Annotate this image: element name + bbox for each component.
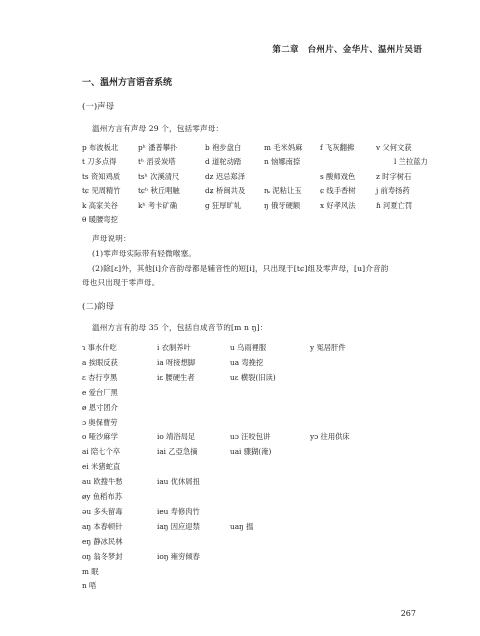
final-cell: uai 骤猢(淹) (230, 447, 272, 457)
initial-cell: tʰ 滔妥炭塔 (138, 157, 176, 167)
final-cell: a 挨眼反获 (82, 357, 118, 367)
final-cell: u 乌雨裡服 (230, 343, 267, 352)
final-cell: ɛ 杏行亨黑 (82, 372, 118, 382)
initial-cell: m 毛米妈麻 (264, 143, 303, 152)
initial-cell: b 袍步盘白 (205, 143, 242, 152)
initial-cell: s 酸师戏色 (320, 171, 356, 181)
initial-cell: θ 暖腰弯挖 (82, 215, 118, 224)
initial-cell: t 刀多点得 (82, 157, 117, 167)
final-cell: yɔ 往用供床 (310, 432, 350, 442)
initials-intro: 温州方言有声母 29 个，包括零声母： (92, 124, 224, 133)
initial-cell: p 布波板北 (82, 143, 119, 152)
chapter-header: 第二章 台州片、金华片、温州片吴语 (272, 45, 422, 55)
initial-cell: k 高家关谷 (82, 200, 118, 210)
final-cell: ua 弯挽挖 (230, 357, 264, 367)
initial-cell: g 狂厚旷轧 (205, 200, 242, 210)
initial-cell: ŋ 俄牙硬额 (264, 200, 301, 210)
initial-cell: dz 迟忌郑泽 (205, 171, 246, 181)
initial-cell: ȵ 泥粘让玉 (264, 186, 302, 196)
initial-cell: ɦ 河夏亡罚 (376, 200, 413, 210)
final-cell: iai 乙亞急摘 (157, 447, 198, 457)
final-cell: əu 多头留毒 (82, 506, 123, 516)
initial-cell: tɕʰ 秋丘唱触 (138, 186, 180, 196)
final-cell: ioŋ 雍穷倾春 (157, 551, 200, 561)
final-cell: iɛ 腰硬生者 (157, 372, 195, 382)
initial-cell: dʑ 桥闽共及 (205, 186, 246, 196)
final-cell: n 唔 (82, 581, 97, 591)
final-cell: ø 恩寸团介 (82, 402, 118, 412)
initial-cell: tsʰ 次溪清尺 (138, 171, 180, 181)
final-cell: uɛ 横裂(旧读) (230, 372, 276, 382)
page-number: 267 (400, 609, 416, 618)
final-cell: uaŋ 揾 (230, 521, 254, 531)
initials-heading: (一)声母 (82, 102, 115, 112)
initial-cell: pʰ 潘普攀扑 (138, 143, 178, 152)
final-cell: uɔ 汪咬包讲 (230, 432, 271, 442)
final-cell: m 眠 (82, 566, 99, 576)
final-cell: io 靖浴局足 (157, 432, 196, 442)
finals-intro: 温州方言有韵母 35 个，包括自成音节的[m n ŋ]： (92, 323, 268, 332)
final-cell: iaŋ 因应迎禁 (157, 521, 200, 531)
initial-cell: j 前寿扬药 (376, 186, 410, 196)
initial-cell: n 恼娜南捺 (264, 157, 301, 167)
initials-notes-title: 声母说明： (92, 234, 131, 243)
final-cell: ia 呀接想脚 (157, 357, 196, 367)
section-title: 一、温州方言语音系统 (82, 78, 173, 88)
final-cell: ɿ 事水什吃 (82, 343, 117, 352)
final-cell: e 爱台厂黑 (82, 387, 118, 397)
initial-cell: f 飞灰翻拂 (320, 143, 355, 152)
final-cell: ɔ 奥保曹劳 (82, 417, 118, 427)
initial-cell: kʰ 考卡矿确 (138, 200, 178, 210)
final-cell: eŋ 静冰民林 (82, 536, 123, 546)
initials-note: (2)除[ɛ]外，其他[i]介音韵母都是辅音性的短[i]，只出现于[tɕ]组及零声母，[u]介音韵 (92, 264, 389, 273)
final-cell: øy 鱼稻布苏 (82, 492, 123, 501)
final-cell: i 衣制养叶 (157, 343, 191, 352)
initials-note: 母也只出现于零声母。 (82, 278, 160, 287)
final-cell: ei 米猪蛇直 (82, 462, 121, 472)
finals-heading: (二)韵母 (82, 302, 115, 312)
final-cell: iau 优休屑扭 (157, 477, 200, 487)
initial-cell: tɕ 见周精竹 (82, 186, 121, 196)
final-cell: ieu 寿修肉竹 (157, 506, 200, 516)
final-cell: aŋ 本春顿针 (82, 521, 123, 531)
initial-cell: d 道驼动踏 (205, 157, 242, 167)
final-cell: ai 陪七个卒 (82, 447, 121, 457)
initial-cell: z 时字树石 (376, 171, 412, 181)
final-cell: o 哑沙麻学 (82, 432, 118, 442)
initial-cell: ts 资知鸡质 (82, 171, 121, 181)
initials-note: (1)零声母实际带有轻微喉塞。 (92, 249, 197, 258)
initial-cell: ɕ 线手香树 (320, 186, 356, 196)
final-cell: oŋ 翁冬梦封 (82, 551, 123, 561)
initial-cell: v 父何文获 (376, 143, 412, 152)
initial-cell: l 兰拉蓝力 (394, 157, 428, 167)
final-cell: au 欧搜牛愁 (82, 477, 123, 487)
initial-cell: x 好孝风法 (320, 200, 356, 210)
final-cell: y 冤居肝件 (310, 343, 346, 352)
